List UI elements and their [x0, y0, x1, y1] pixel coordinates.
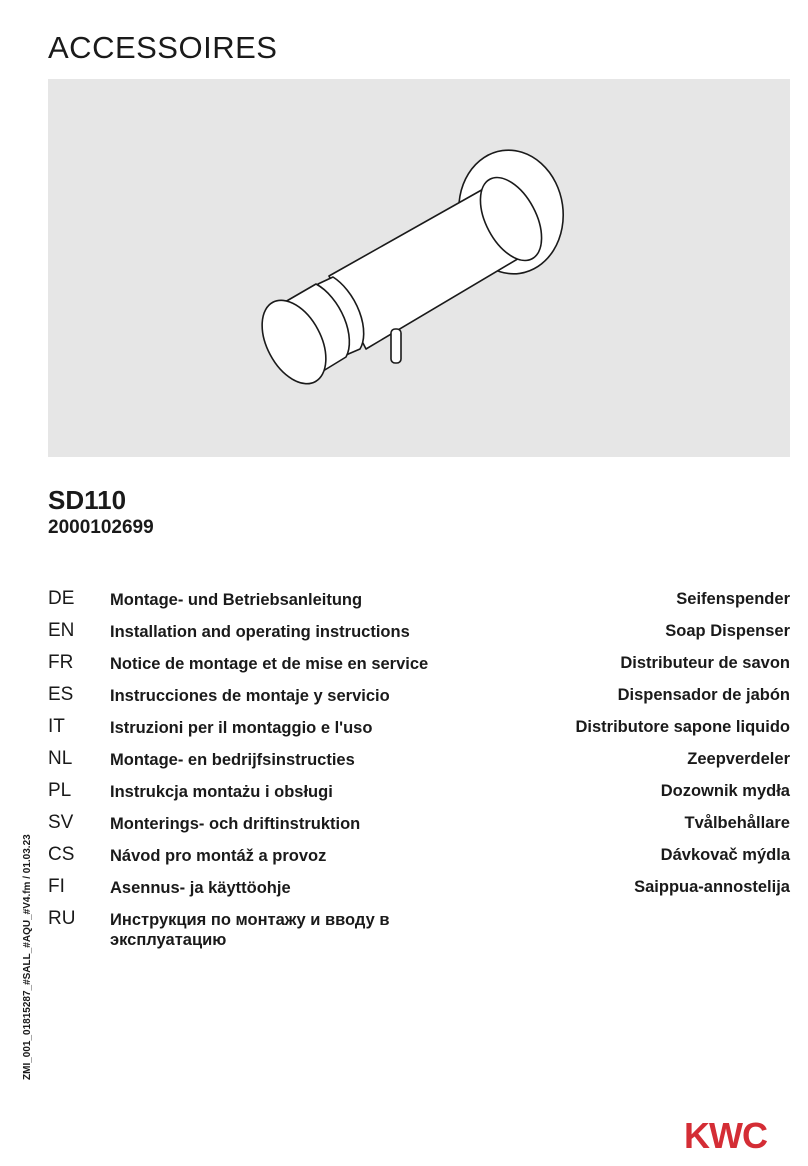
language-row-fi — [48, 876, 790, 908]
language-row-sv — [48, 812, 790, 844]
instructions-title: Návod pro montáž a provoz — [110, 847, 327, 865]
product-type: Distributore sapone liquido — [575, 718, 790, 736]
language-row-de — [48, 588, 790, 620]
instructions-title: Instrukcja montażu i obsługi — [110, 783, 333, 801]
language-list — [48, 588, 790, 960]
kwc-logo: KWC — [684, 1115, 767, 1156]
language-code: ES — [48, 684, 74, 705]
language-code: NL — [48, 748, 73, 769]
instructions-title: Montage- en bedrijfsinstructies — [110, 751, 355, 769]
instructions-title: Installation and operating instructions — [110, 623, 410, 641]
soap-dispenser-drawing — [48, 79, 790, 457]
product-type: Dozownik mydła — [660, 782, 790, 800]
instructions-title: Asennus- ja käyttöohje — [110, 879, 291, 897]
instructions-title: Monterings- och driftinstruktion — [110, 815, 361, 833]
document-code: ZMI_001_01815287_#SALL_#AQU_#V4.fm / 01.03.23 — [22, 834, 33, 1080]
instructions-title: Istruzioni per il montaggio e l'uso — [110, 719, 373, 737]
language-code: EN — [48, 620, 75, 641]
language-row-cs — [48, 844, 790, 876]
language-code: DE — [48, 588, 75, 609]
product-type: Dávkovač mýdla — [660, 846, 790, 864]
language-row-en — [48, 620, 790, 652]
language-code: PL — [48, 780, 72, 801]
language-row-es — [48, 684, 790, 716]
instructions-title: Instrucciones de montaje y servicio — [110, 687, 390, 705]
instructions-title: Notice de montage et de mise en service — [110, 655, 429, 673]
product-number: 2000102699 — [48, 517, 154, 538]
instructions-title: Montage- und Betriebsanleitung — [110, 591, 363, 609]
product-name: SD110 — [48, 485, 127, 515]
language-code: FI — [48, 876, 65, 897]
page-category-title: ACCESSOIRES — [48, 30, 278, 65]
language-row-it — [48, 716, 790, 748]
language-row-pl — [48, 780, 790, 812]
product-illustration — [48, 79, 790, 457]
language-code: IT — [48, 716, 65, 737]
product-type: Zeepverdeler — [687, 750, 790, 768]
language-code: FR — [48, 652, 74, 673]
language-row-nl — [48, 748, 790, 780]
language-code: SV — [48, 812, 74, 833]
product-type: Seifenspender — [676, 590, 790, 608]
product-type: Distributeur de savon — [620, 654, 790, 672]
product-type: Soap Dispenser — [665, 622, 790, 640]
product-type: Tvålbehållare — [684, 814, 790, 832]
language-code: RU — [48, 908, 76, 929]
language-row-ru — [48, 908, 790, 960]
instructions-title: Инструкция по монтажу и вводу в эксплуатацию — [110, 911, 390, 949]
language-code: CS — [48, 844, 75, 865]
product-type: Dispensador de jabón — [617, 686, 790, 704]
product-type: Saippua-annostelija — [634, 878, 790, 896]
language-row-fr — [48, 652, 790, 684]
